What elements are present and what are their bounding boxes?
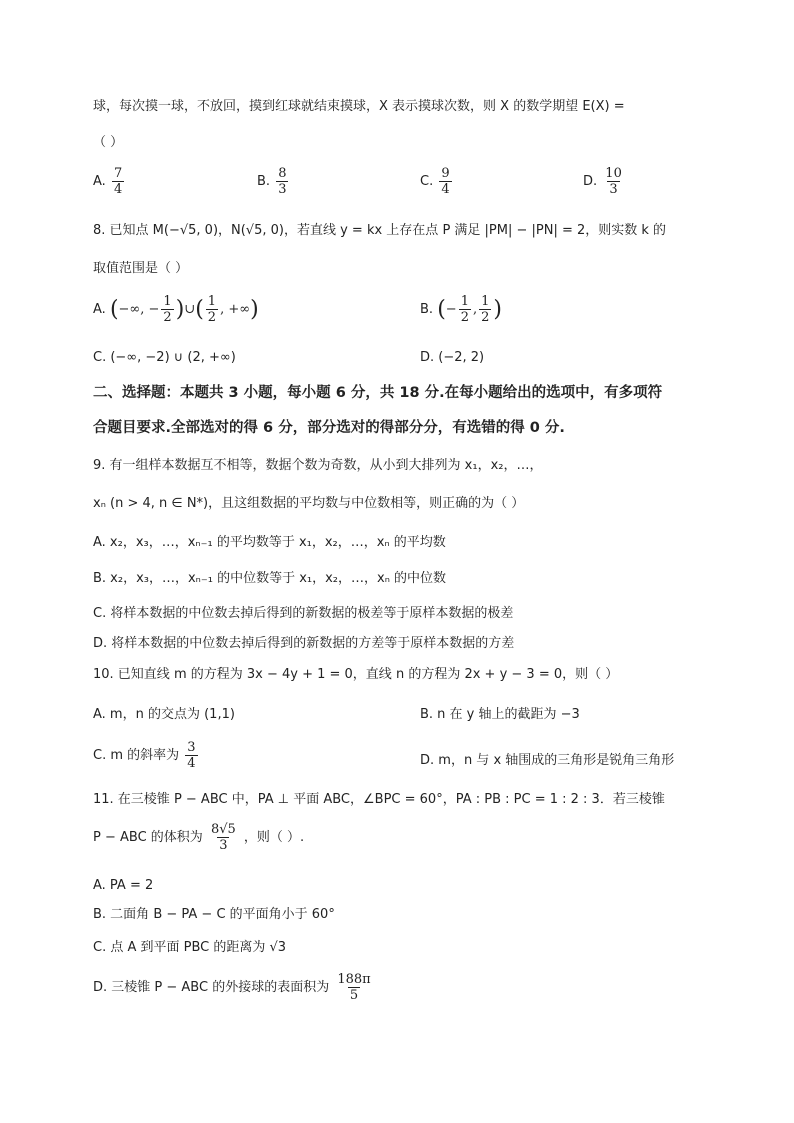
q11-option-a: A. PA = 2 xyxy=(93,878,154,893)
q11-option-b: B. 二面角 B − PA − C 的平面角小于 60° xyxy=(93,907,335,922)
q7-option-d: D. $\frac{10}{3}$ xyxy=(583,166,622,197)
q9-option-a: A. x₂，x₃，…，xₙ₋₁ 的平均数等于 x₁，x₂，…，xₙ 的平均数 xyxy=(93,535,446,550)
q9-option-b: B. x₂，x₃，…，xₙ₋₁ 的中位数等于 x₁，x₂，…，xₙ 的中位数 xyxy=(93,571,447,586)
q8-stem-line2: 取值范围是（ ） xyxy=(93,261,189,276)
q7-option-b: B. $\frac{8}{3}$ xyxy=(257,166,287,197)
q9-stem-line2: xₙ (n > 4, n ∈ N*)，且这组数据的平均数与中位数相等，则正确的为（ ） xyxy=(93,496,525,511)
q11-option-d: D. 三棱锥 P − ABC 的外接球的表面积为 $\frac{188\pi}{5}$ xyxy=(93,972,371,1003)
section2-header-line2: 合题目要求.全部选对的得 6 分，部分选对的得部分分，有选错的得 0 分. xyxy=(93,420,565,436)
q7-option-a: A. $\frac{7}{4}$ xyxy=(93,166,123,197)
q8-option-b: B. (− $\frac{1}{2}$ , $\frac{1}{2}$ ) xyxy=(420,294,502,325)
q8-option-a: A. (−∞, − $\frac{1}{2}$ )∪( $\frac{1}{2}$ , +∞) xyxy=(93,294,259,325)
q11-stem-line2: P − ABC 的体积为 $\frac{8√5}{3}$ ，则（ ）. xyxy=(93,822,305,853)
q11-option-c: C. 点 A 到平面 PBC 的距离为 √3 xyxy=(93,940,287,955)
q10-option-d: D. m，n 与 x 轴围成的三角形是锐角三角形 xyxy=(420,753,675,768)
q9-option-d: D. 将样本数据的中位数去掉后得到的新数据的方差等于原样本数据的方差 xyxy=(93,636,515,651)
section2-header-line1: 二、选择题：本题共 3 小题，每小题 6 分，共 18 分.在每小题给出的选项中，有多项符 xyxy=(93,385,663,401)
q8-option-d: D. (−2, 2) xyxy=(420,350,485,365)
q10-option-a: A. m，n 的交点为 (1,1) xyxy=(93,707,235,722)
q9-option-c: C. 将样本数据的中位数去掉后得到的新数据的极差等于原样本数据的极差 xyxy=(93,606,514,621)
q10-option-c: C. m 的斜率为 $\frac{3}{4}$ xyxy=(93,740,196,771)
q11-stem-line1: 11. 在三棱锥 P − ABC 中，PA ⊥ 平面 ABC，∠BPC = 60°，PA : PB : PC = 1 : 2 : 3．若三棱锥 xyxy=(93,792,665,807)
q7-stem-line2: （ ） xyxy=(93,135,124,150)
q8-stem-line1: 8. 已知点 M(−√5, 0)，N(√5, 0)，若直线 y = kx 上存在点 P 满足 |PM| − |PN| = 2，则实数 k 的 xyxy=(93,223,667,238)
q7-stem-line1: 球，每次摸一球，不放回，摸到红球就结束摸球，X 表示摸球次数，则 X 的数学期望 E(X) = xyxy=(93,99,625,114)
q10-stem: 10. 已知直线 m 的方程为 3x − 4y + 1 = 0，直线 n 的方程为 2x + y − 3 = 0，则（ ） xyxy=(93,667,619,682)
q7-option-c: C. $\frac{9}{4}$ xyxy=(420,166,450,197)
q9-stem-line1: 9. 有一组样本数据互不相等，数据个数为奇数，从小到大排列为 x₁，x₂，…， xyxy=(93,458,543,473)
q10-option-b: B. n 在 y 轴上的截距为 −3 xyxy=(420,707,580,722)
q8-option-c: C. (−∞, −2) ∪ (2, +∞) xyxy=(93,350,236,365)
